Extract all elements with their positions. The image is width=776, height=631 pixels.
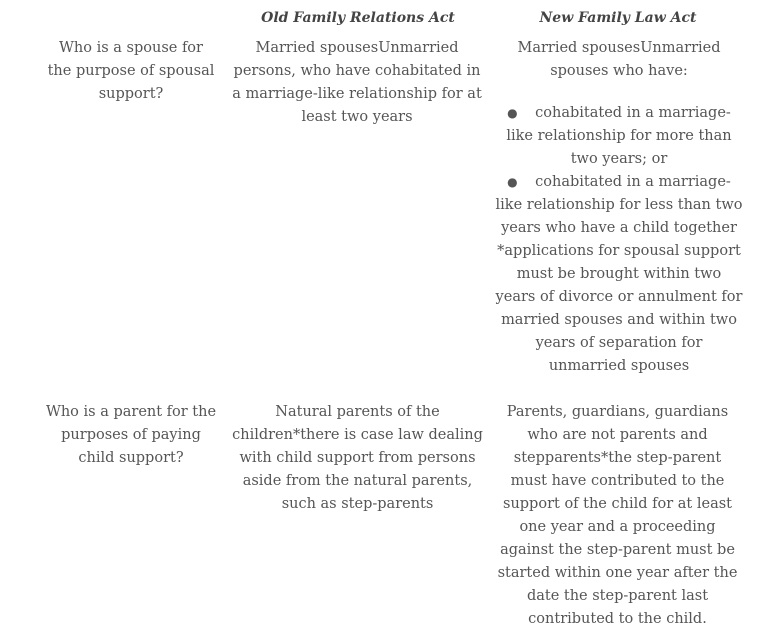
question-text: Who is a spouse for the purpose of spousal support? — [47, 40, 215, 102]
new-act-criteria-list — [495, 102, 743, 240]
bullet-icon: ● — [507, 106, 518, 120]
header-new-act: New Family Law Act — [539, 10, 697, 26]
row-parent-old — [232, 401, 483, 516]
bullet-icon: ● — [507, 175, 518, 189]
row-spouse-old — [232, 37, 482, 129]
row-parent-question — [45, 401, 217, 470]
new-act-note: *applications for spousal support must be brought within two years of divorce or annulment for married spouses and within two years of separation for unmarried spouses — [495, 243, 743, 374]
header-old-act: Old Family Relations Act — [261, 10, 455, 26]
old-act-text: Natural parents of the children*there is case law dealing with child support from persons aside from the natural parents, such as step-parents — [232, 404, 483, 512]
row-parent-new — [495, 401, 740, 631]
row-spouse-question — [47, 37, 215, 106]
question-text: Who is a parent for the purposes of paying child support? — [45, 404, 217, 466]
row-spouse-new — [495, 37, 743, 378]
list-item — [495, 102, 743, 171]
list-item-text: cohabitated in a marriage-like relationship for less than two years who have a child together — [495, 174, 743, 236]
old-act-text: Married spousesUnmarried persons, who have cohabitated in a marriage-like relationship for at least two years — [232, 40, 482, 125]
new-act-text: Parents, guardians, guardians who are not parents and stepparents*the step-parent must have contributed to the support of the child for at least one year and a proceeding against the step-parent must be started within one year after the date the step-parent last contributed to the child. — [497, 404, 738, 627]
new-act-intro: Married spousesUnmarried spouses who have: — [517, 40, 721, 79]
list-item-text: cohabitated in a marriage-like relationship for more than two years; or — [506, 105, 732, 167]
list-item — [495, 171, 743, 240]
